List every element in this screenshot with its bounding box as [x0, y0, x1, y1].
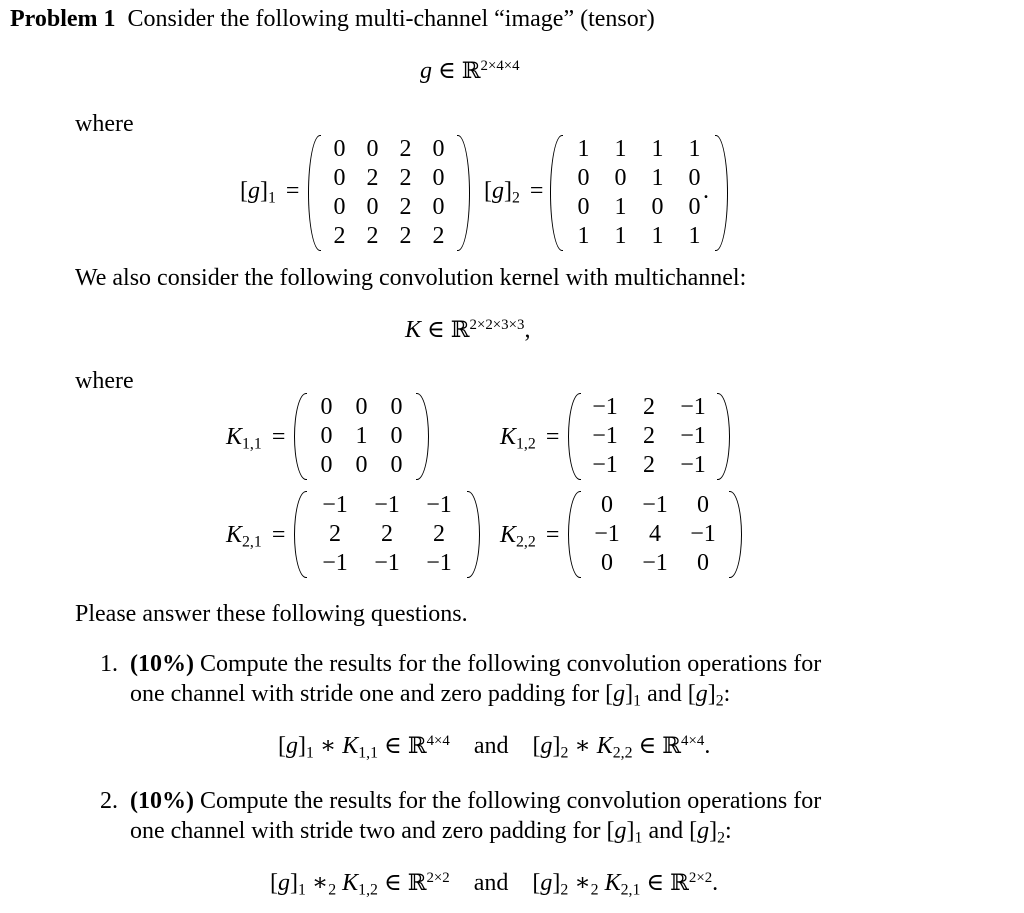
- K11-cell-2-0: 0: [320, 452, 333, 478]
- reals-symbol: ℝ: [461, 58, 481, 84]
- problem-heading-line: [10, 6, 655, 33]
- g2-cell-2-3: 0: [688, 194, 701, 220]
- K12-cell-2-0: −1: [592, 452, 618, 478]
- q2-number: 2.: [100, 788, 118, 814]
- g1-cell-0-3: 0: [432, 136, 445, 162]
- K22-cell-1-1: 4: [649, 521, 661, 547]
- K11-cell-1-2: 0: [390, 423, 403, 449]
- K22-label: $K_{2,2}$ =: [500, 522, 560, 551]
- g1-cell-3-1: 2: [366, 223, 379, 249]
- problem-title: Problem 1: [10, 6, 116, 32]
- g2-cell-0-3: 1: [688, 136, 701, 162]
- matrix-period: .: [703, 178, 709, 204]
- g1-cell-3-0: 2: [333, 223, 346, 249]
- K11-cell-2-1: 0: [355, 452, 368, 478]
- K12-cell-0-0: −1: [592, 394, 618, 420]
- g2-cell-3-1: 1: [614, 223, 627, 249]
- element-of-symbol: ∈: [438, 58, 456, 84]
- where-label-2: where: [75, 368, 134, 394]
- g2-grid: [563, 135, 715, 251]
- K22-cell-2-0: 0: [601, 550, 613, 576]
- q1-line2: one channel with stride one and zero padding for $[g]_1$ and $[g]_2$:: [130, 681, 731, 710]
- K-domain-equation: K ∈ ℝ$^{2\times 2\times 3\times 3}$,: [405, 316, 531, 343]
- intro-text: Consider the following multi-channel “image” (tensor): [127, 6, 655, 32]
- g1-cell-0-1: 0: [366, 136, 379, 162]
- q2-line1: [130, 788, 821, 815]
- questions-intro: Please answer these following questions.: [75, 601, 468, 627]
- K22-cell-0-2: 0: [697, 492, 709, 518]
- g2-cell-1-1: 0: [614, 165, 627, 191]
- g-dims: 2×4×4: [480, 57, 520, 74]
- K22-cell-1-2: −1: [690, 521, 716, 547]
- g2-cell-3-0: 1: [577, 223, 590, 249]
- K12-cell-0-1: 2: [643, 394, 655, 420]
- g1-cell-0-2: 2: [399, 136, 412, 162]
- g1-cell-3-2: 2: [399, 223, 412, 249]
- K11-cell-2-2: 0: [390, 452, 403, 478]
- K11-cell-1-0: 0: [320, 423, 333, 449]
- g2-cell-3-3: 1: [688, 223, 701, 249]
- g2-matrix: [550, 135, 728, 258]
- g2-cell-1-0: 0: [577, 165, 590, 191]
- K12-cell-1-2: −1: [680, 423, 706, 449]
- g1-cell-2-1: 0: [366, 194, 379, 220]
- K22-cell-0-0: 0: [601, 492, 613, 518]
- g1-cell-1-0: 0: [333, 165, 346, 191]
- K21-cell-1-2: 2: [433, 521, 445, 547]
- K11-cell-0-0: 0: [320, 394, 333, 420]
- K12-matrix: [568, 393, 730, 487]
- K12-cell-1-0: −1: [592, 423, 618, 449]
- g1-cell-1-1: 2: [366, 165, 379, 191]
- q2-weight: (10%): [130, 788, 194, 814]
- K21-label: $K_{2,1}$ =: [226, 522, 286, 551]
- K21-cell-1-0: 2: [329, 521, 341, 547]
- q1-weight: (10%): [130, 651, 194, 677]
- q1-number: 1.: [100, 651, 118, 677]
- g1-cell-1-2: 2: [399, 165, 412, 191]
- K11-cell-0-1: 0: [355, 394, 368, 420]
- K22-matrix: [568, 491, 742, 585]
- K22-cell-2-2: 0: [697, 550, 709, 576]
- g2-cell-1-2: 1: [651, 165, 664, 191]
- g1-label: $[g]_1$ =: [240, 178, 300, 207]
- q2-formula: $[g]_1$ $∗_2$ $K_{1,2}$ ∈ ℝ$^{2\times 2}$ and $[g]_2$ $∗_2$ $K_{2,1}$ ∈ ℝ$^{2\times 2}$.: [270, 869, 719, 899]
- g2-cell-2-0: 0: [577, 194, 590, 220]
- K12-cell-2-2: −1: [680, 452, 706, 478]
- g2-cell-2-2: 0: [651, 194, 664, 220]
- K12-cell-2-1: 2: [643, 452, 655, 478]
- g1-cell-2-2: 2: [399, 194, 412, 220]
- K21-cell-0-2: −1: [426, 492, 452, 518]
- g-symbol: g: [420, 58, 432, 84]
- K21-cell-2-2: −1: [426, 550, 452, 576]
- K22-cell-0-1: −1: [642, 492, 668, 518]
- K22-cell-1-0: −1: [594, 521, 620, 547]
- K21-cell-0-0: −1: [322, 492, 348, 518]
- K12-cell-0-2: −1: [680, 394, 706, 420]
- g1-cell-2-3: 0: [432, 194, 445, 220]
- where-label-1: where: [75, 111, 134, 137]
- q1-text: Compute the results for the following convolution operations for: [199, 651, 822, 677]
- K11-cell-1-1: 1: [355, 423, 368, 449]
- g1-cell-1-3: 0: [432, 165, 445, 191]
- K21-grid: [307, 491, 467, 578]
- g2-cell-0-2: 1: [651, 136, 664, 162]
- K22-grid: [581, 491, 729, 578]
- q1-formula: $[g]_1$ ∗ $K_{1,1}$ ∈ ℝ$^{4\times 4}$ and $[g]_2$ ∗ $K_{2,2}$ ∈ ℝ$^{4\times 4}$.: [278, 732, 711, 762]
- K12-label: $K_{1,2}$ =: [500, 424, 560, 453]
- K21-matrix: [294, 491, 480, 585]
- K21-cell-1-1: 2: [381, 521, 393, 547]
- K21-cell-0-1: −1: [374, 492, 400, 518]
- g1-grid: [321, 135, 457, 251]
- K11-label: $K_{1,1}$ =: [226, 424, 286, 453]
- g1-cell-2-0: 0: [333, 194, 346, 220]
- g2-cell-0-0: 1: [577, 136, 590, 162]
- g1-cell-0-0: 0: [333, 136, 346, 162]
- q2-line2: one channel with stride two and zero padding for $[g]_1$ and $[g]_2$:: [130, 818, 732, 847]
- kernel-intro-text: We also consider the following convolution kernel with multichannel:: [75, 265, 747, 291]
- K12-grid: [581, 393, 717, 480]
- K21-cell-2-1: −1: [374, 550, 400, 576]
- g2-cell-0-1: 1: [614, 136, 627, 162]
- q1-line1: [130, 651, 821, 678]
- g-domain-equation: [420, 56, 520, 85]
- K12-cell-1-1: 2: [643, 423, 655, 449]
- g2-label: $[g]_2$ =: [484, 178, 544, 207]
- K11-grid: [307, 393, 416, 480]
- q2-text: Compute the results for the following convolution operations for: [199, 788, 822, 814]
- K11-cell-0-2: 0: [390, 394, 403, 420]
- K21-cell-2-0: −1: [322, 550, 348, 576]
- g2-cell-1-3: 0: [688, 165, 701, 191]
- g1-cell-3-3: 2: [432, 223, 445, 249]
- g1-matrix: [308, 135, 470, 258]
- K11-matrix: [294, 393, 429, 487]
- K22-cell-2-1: −1: [642, 550, 668, 576]
- g2-cell-2-1: 1: [614, 194, 627, 220]
- g2-cell-3-2: 1: [651, 223, 664, 249]
